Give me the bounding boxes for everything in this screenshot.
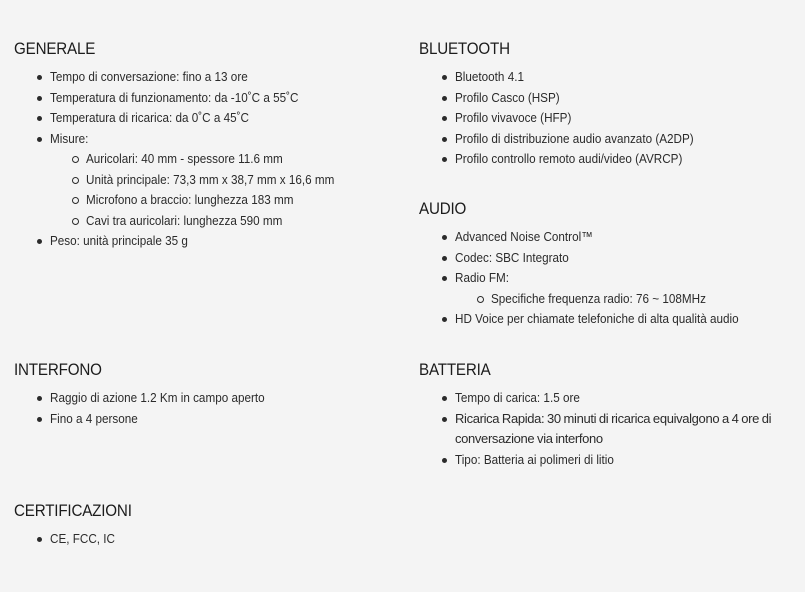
list-item-misure: Misure: Auricolari: 40 mm - spessore 11.6 mm Unità principale: 73,3 mm x 38,7 mm x 16,6 mm Microfono a braccio: lunghezza 183 mm Cavi tra auricolari: lunghezza 590 mm <box>14 129 394 232</box>
sublist-radio <box>455 289 794 310</box>
sublist-item: Specifiche frequenza radio: 76 ~ 108MHz <box>455 289 794 310</box>
list-batteria <box>419 388 794 470</box>
section-title-audio: AUDIO <box>419 200 467 218</box>
section-batteria <box>419 361 794 470</box>
list-item: Ricarica Rapida: 30 minuti di ricarica equivalgono a 4 ore di conversazione via interfono <box>419 409 794 450</box>
section-generale <box>14 40 394 252</box>
section-title-interfono: INTERFONO <box>14 361 102 379</box>
list-item: Raggio di azione 1.2 Km in campo aperto <box>14 388 394 409</box>
list-certificazioni <box>14 529 394 550</box>
list-item: HD Voice per chiamate telefoniche di alta qualità audio <box>419 309 794 330</box>
list-item: Fino a 4 persone <box>14 409 394 430</box>
list-item: Peso: unità principale 35 g <box>14 231 394 252</box>
list-item: Profilo vivavoce (HFP) <box>419 108 794 129</box>
list-item: CE, FCC, IC <box>14 529 394 550</box>
list-item: Tipo: Batteria ai polimeri di litio <box>419 450 794 471</box>
list-item: Profilo controllo remoto audi/video (AVRCP) <box>419 149 794 170</box>
section-certificazioni <box>14 502 394 550</box>
list-item: Codec: SBC Integrato <box>419 248 794 269</box>
sublist-misure <box>50 149 394 231</box>
list-item: Temperatura di funzionamento: da -10˚C a 55˚C <box>14 88 394 109</box>
section-bluetooth <box>419 40 794 170</box>
list-audio <box>419 227 794 330</box>
list-item: Temperatura di ricarica: da 0˚C a 45˚C <box>14 108 394 129</box>
list-item: Advanced Noise Control™ <box>419 227 794 248</box>
sublist-item: Auricolari: 40 mm - spessore 11.6 mm <box>50 149 394 170</box>
section-title-generale: GENERALE <box>14 40 96 58</box>
section-audio <box>419 200 794 330</box>
list-interfono <box>14 388 394 429</box>
list-item: Profilo Casco (HSP) <box>419 88 794 109</box>
sublist-item: Unità principale: 73,3 mm x 38,7 mm x 16,6 mm <box>50 170 394 191</box>
section-title-batteria: BATTERIA <box>419 361 491 379</box>
section-title-certificazioni: CERTIFICAZIONI <box>14 502 132 520</box>
sublist-item: Cavi tra auricolari: lunghezza 590 mm <box>50 211 394 232</box>
list-item-radio: Radio FM: Specifiche frequenza radio: 76 ~ 108MHz <box>419 268 794 309</box>
list-item: Profilo di distribuzione audio avanzato (A2DP) <box>419 129 794 150</box>
list-item: Tempo di carica: 1.5 ore <box>419 388 794 409</box>
list-bluetooth <box>419 67 794 170</box>
list-item: Bluetooth 4.1 <box>419 67 794 88</box>
sublist-item: Microfono a braccio: lunghezza 183 mm <box>50 190 394 211</box>
list-generale <box>14 67 394 252</box>
section-interfono <box>14 361 394 429</box>
section-title-bluetooth: BLUETOOTH <box>419 40 510 58</box>
list-item: Tempo di conversazione: fino a 13 ore <box>14 67 394 88</box>
